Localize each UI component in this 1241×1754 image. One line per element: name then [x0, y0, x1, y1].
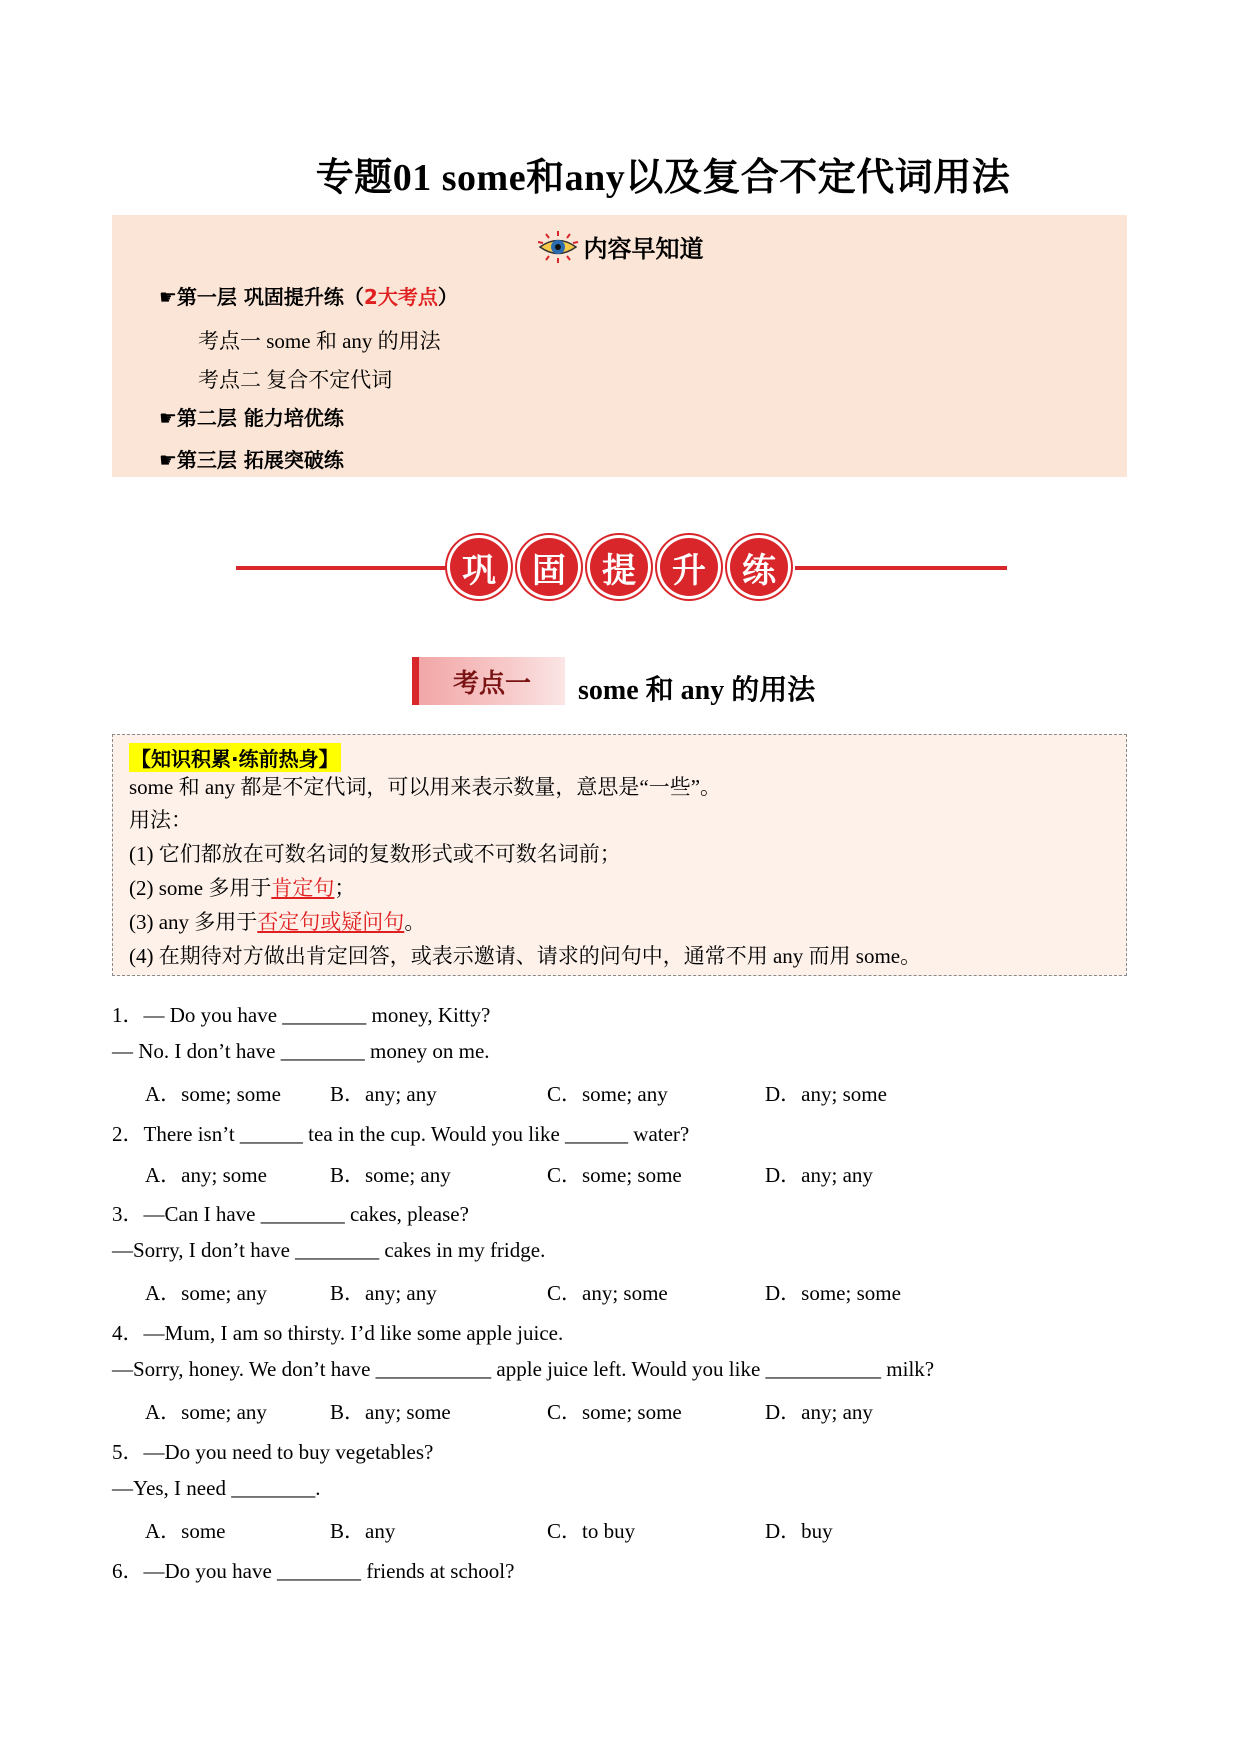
contents-heading [112, 229, 1127, 270]
toc-layer-2: ☛第二层 能力培优练 [159, 406, 344, 430]
option-a: A．some; any [145, 1281, 267, 1305]
option-d: D．any; any [765, 1163, 873, 1187]
option-d: D．buy [765, 1519, 833, 1543]
question-stem: 5．—Do you need to buy vegetables? [112, 1440, 434, 1464]
knowledge-line: (2) some 多用于肯定句； [129, 876, 356, 900]
banner-char: 固 [520, 538, 578, 596]
option-c: C．to buy [547, 1519, 636, 1543]
highlight-affirmative: 肯定句 [271, 876, 335, 900]
toc-layer-1: ☛第一层 巩固提升练（2大考点） [159, 285, 458, 309]
option-d: D．some; some [765, 1281, 901, 1305]
option-a: A．some; any [145, 1400, 267, 1424]
page-title: 专题01 some和any以及复合不定代词用法 [315, 157, 1011, 199]
question-stem: —Yes, I need ________. [112, 1476, 321, 1500]
option-d: D．any; any [765, 1400, 873, 1424]
question-stem: 1．— Do you have ________ money, Kitty? [112, 1003, 491, 1027]
option-a: A．some [145, 1519, 226, 1543]
question-stem: 4．—Mum, I am so thirsty. I’d like some apple juice. [112, 1321, 564, 1345]
option-b: B．any [330, 1519, 396, 1543]
knowledge-line: some 和 any 都是不定代词，可以用来表示数量，意思是“一些”。 [129, 775, 722, 799]
toc-layer-3: ☛第三层 拓展突破练 [159, 448, 344, 472]
toc-item-2: 考点二 复合不定代词 [198, 368, 393, 392]
banner-line-left [236, 566, 456, 570]
option-b: B．any; any [330, 1082, 437, 1106]
eye-icon [536, 230, 580, 270]
knowledge-line: (1) 它们都放在可数名词的复数形式或不可数名词前； [129, 842, 621, 866]
question-stem: —Sorry, honey. We don’t have ___________ apple juice left. Would you like ___________ milk? [112, 1357, 935, 1381]
banner-char: 提 [590, 538, 648, 596]
highlight-negative-question: 否定句或疑问句 [257, 910, 405, 934]
toc-count-highlight: 2大考点 [363, 285, 438, 309]
knowledge-line: (4) 在期待对方做出肯定回答，或表示邀请、请求的问句中，通常不用 any 而用 some。 [129, 944, 922, 968]
option-d: D．any; some [765, 1082, 887, 1106]
question-stem: —Sorry, I don’t have ________ cakes in my fridge. [112, 1238, 546, 1262]
option-b: B．some; any [330, 1163, 451, 1187]
section-tag: 考点一 [412, 657, 565, 705]
option-c: C．some; any [547, 1082, 668, 1106]
option-c: C．some; some [547, 1400, 682, 1424]
toc-item-1: 考点一 some 和 any 的用法 [198, 329, 441, 353]
knowledge-box [112, 734, 1127, 976]
option-a: A．any; some [145, 1163, 267, 1187]
option-a: A．some; some [145, 1082, 281, 1106]
banner-line-right [795, 566, 1007, 570]
question-stem: 6．—Do you have ________ friends at school? [112, 1559, 515, 1583]
question-stem: — No. I don’t have ________ money on me. [112, 1039, 490, 1063]
knowledge-line: 用法： [129, 808, 192, 832]
section-banner [450, 538, 788, 598]
option-b: B．any; some [330, 1400, 451, 1424]
contents-heading-text: 内容早知道 [583, 235, 704, 263]
question-stem: 2．There isn’t ______ tea in the cup. Would you like ______ water? [112, 1122, 690, 1146]
option-b: B．any; any [330, 1281, 437, 1305]
question-stem: 3．—Can I have ________ cakes, please? [112, 1202, 469, 1226]
option-c: C．some; some [547, 1163, 682, 1187]
banner-char: 练 [730, 538, 788, 596]
knowledge-line: (3) any 多用于否定句或疑问句。 [129, 910, 426, 934]
section-title: some 和 any 的用法 [578, 675, 816, 706]
option-c: C．any; some [547, 1281, 668, 1305]
knowledge-label: 【知识积累·练前热身】 [129, 743, 341, 772]
banner-char: 升 [660, 538, 718, 596]
banner-char: 巩 [450, 538, 508, 596]
contents-panel [112, 215, 1127, 477]
